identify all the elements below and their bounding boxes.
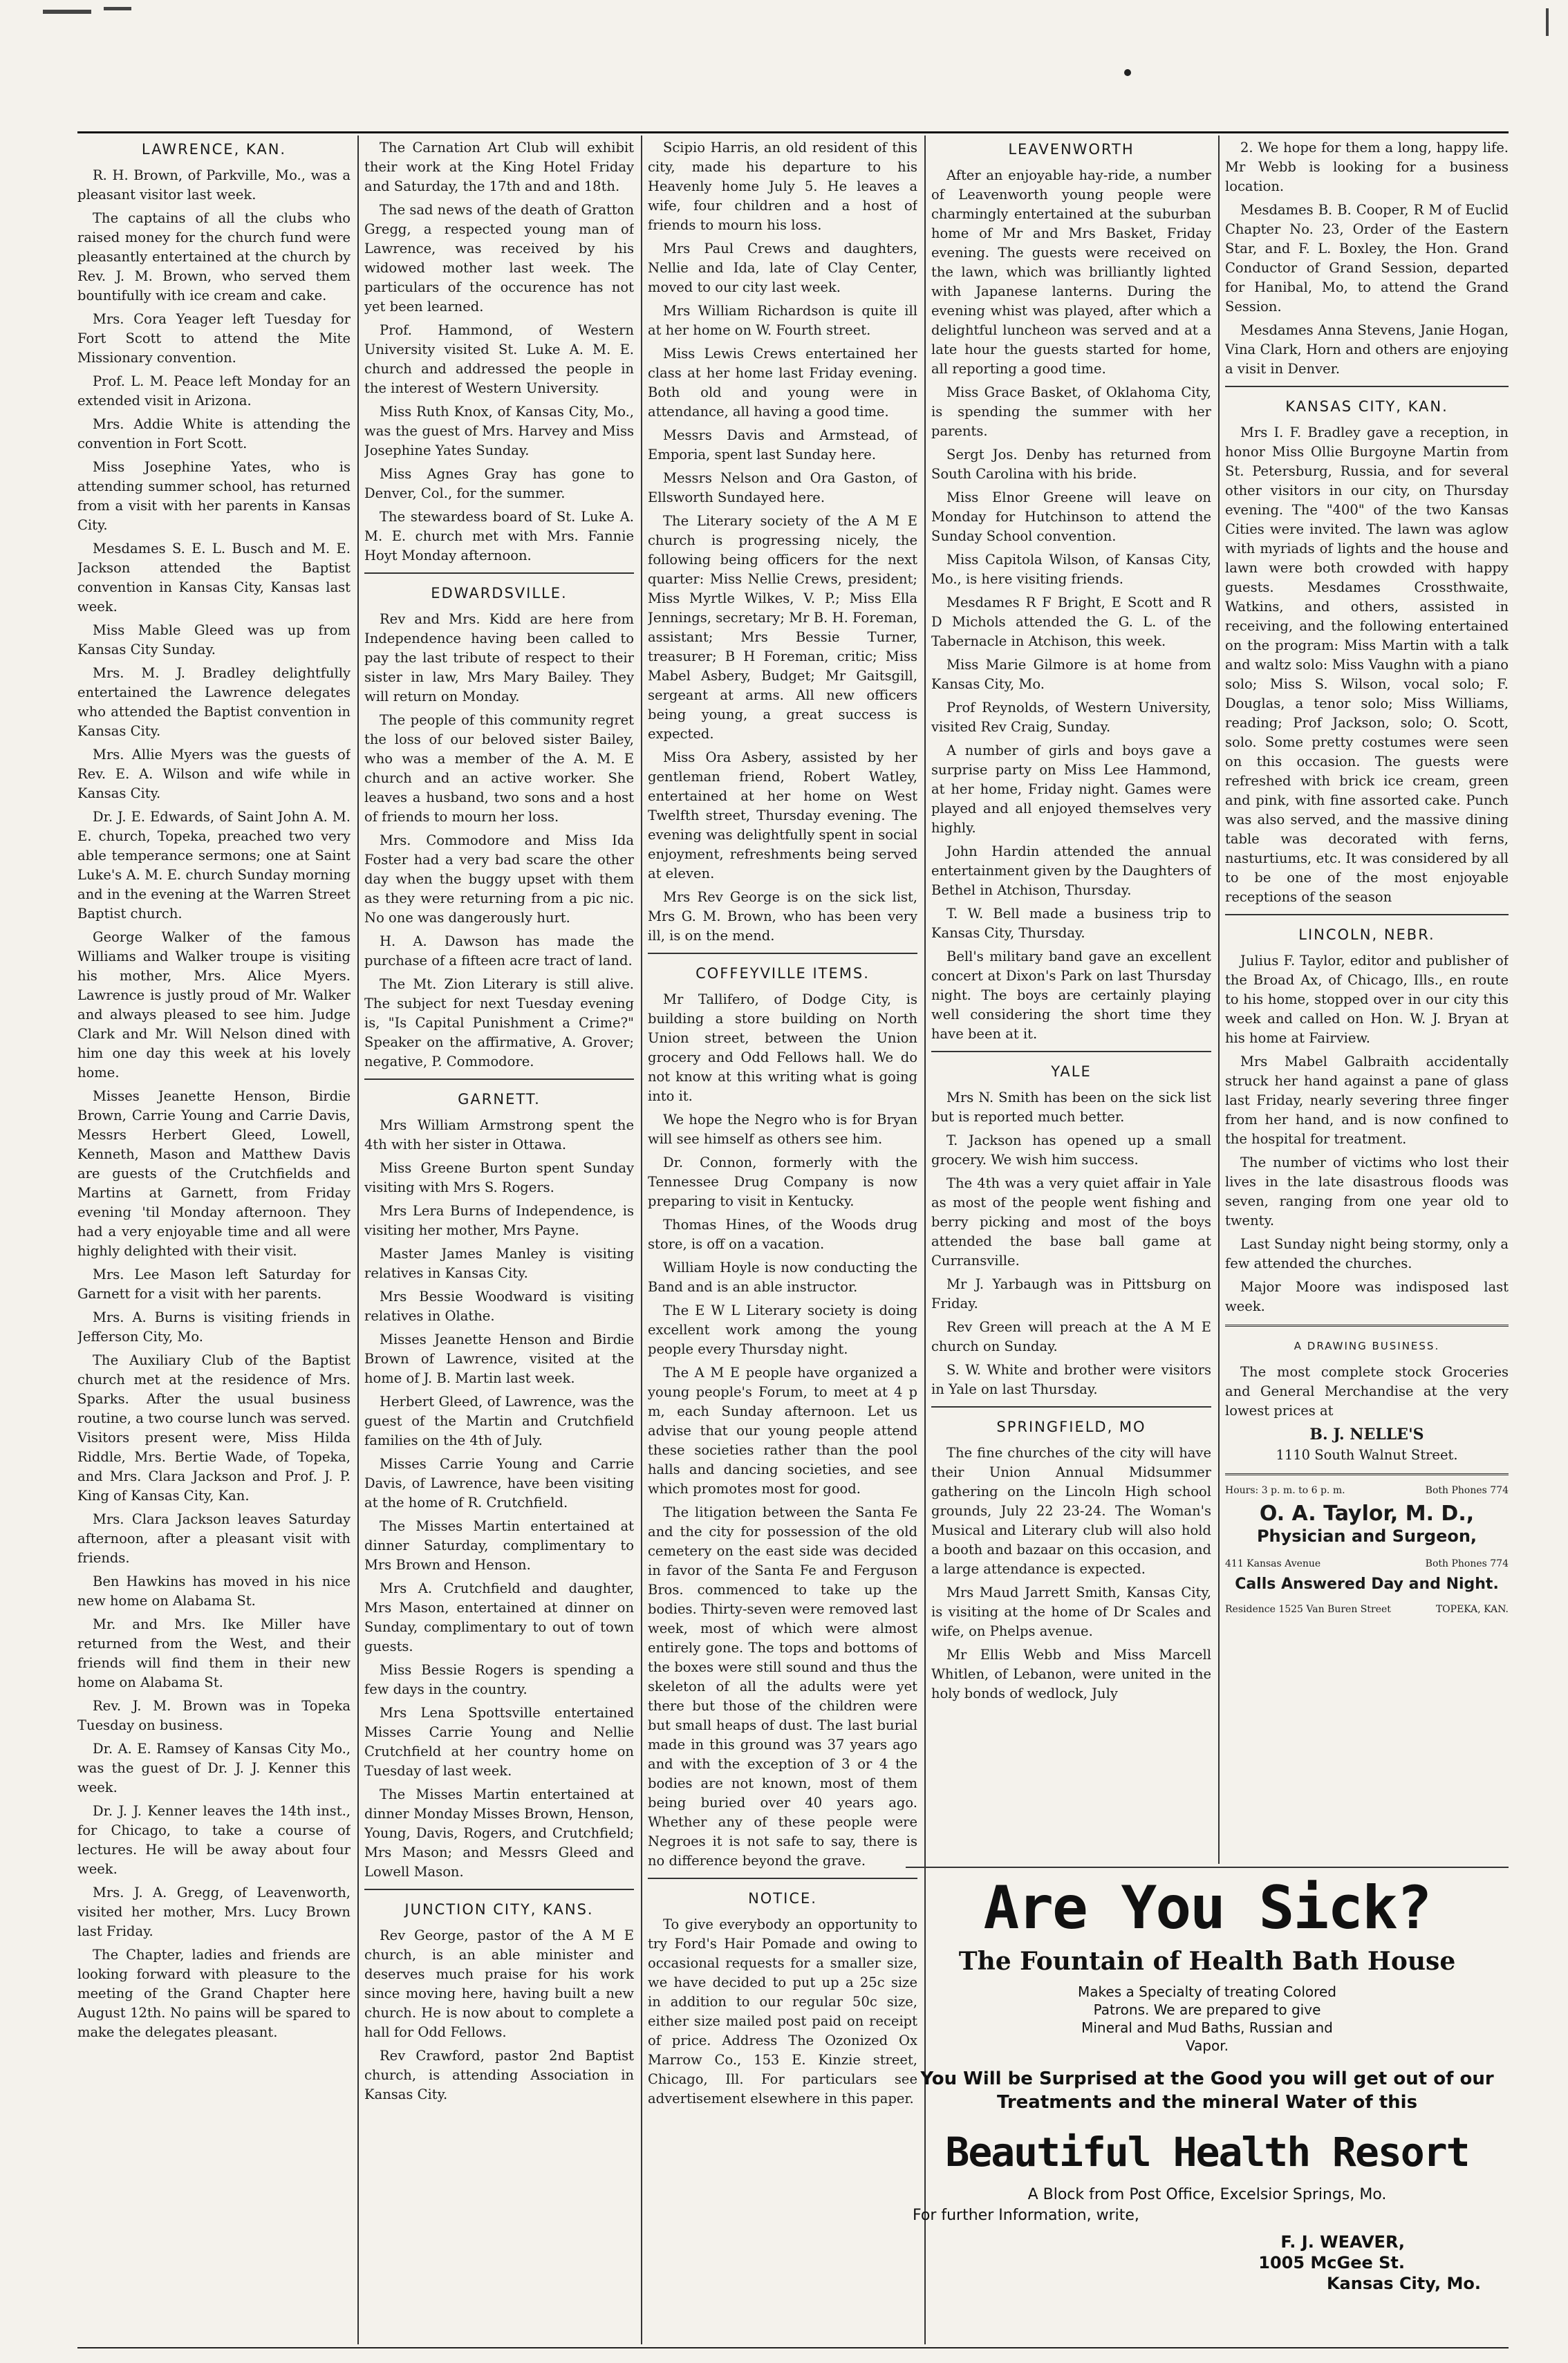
print-speck — [104, 7, 131, 10]
news-item: Messrs Davis and Armstead, of Emporia, spent last Sunday here. — [648, 427, 917, 463]
column-body — [1225, 951, 1509, 1316]
section-rule — [1225, 386, 1509, 387]
column-divider — [357, 136, 359, 2344]
column-body — [364, 1116, 634, 1882]
news-item: Mrs. Lee Mason left Saturday for Garnett for a visit with her parents. — [77, 1267, 351, 1302]
column-lawrence — [77, 138, 351, 2344]
section-rule — [1225, 1473, 1509, 1475]
news-item: The people of this community regret the loss of our beloved sister Bailey, who was a member of the A. M. E church and an active worker. She leaves a husband, two sons and a host of friends to mourn her loss. — [364, 712, 634, 825]
section-heading-kansas-city: KANSAS CITY, KAN. — [1285, 398, 1448, 415]
column-leavenworth — [931, 138, 1211, 1860]
news-item: Misses Carrie Young and Carrie Davis, of Lawrence, have been visiting at the home of R. Crutchfield. — [364, 1456, 634, 1511]
news-item: Thomas Hines, of the Woods drug store, is off on a vacation. — [648, 1217, 917, 1252]
doctor-card-hours-row — [1225, 1484, 1509, 1497]
doctor-card-office-phone: Both Phones 774 — [1425, 1558, 1509, 1569]
section-rule — [931, 1051, 1211, 1052]
doctor-card-office-row — [1225, 1557, 1509, 1571]
column-body — [364, 610, 634, 1072]
section-rule — [648, 953, 917, 954]
news-item: The Chapter, ladies and friends are looking forward with pleasure to the meeting of the Grand Chapter here August 12th. No pains will be spared to make the delegates pleasant. — [77, 1947, 351, 2040]
ad-location: A Block from Post Office, Excelsior Springs, Mo. — [1027, 2186, 1387, 2203]
ad-contact-street: 1005 McGee St. — [1258, 2253, 1405, 2272]
news-item: Dr. J. E. Edwards, of Saint John A. M. E. church, Topeka, preached two very able temperance sermons; one at Saint Luke's A. M. E. church Sunday morning and in the evening at the Warren Street Baptist church. — [77, 809, 351, 922]
news-item: Mr J. Yarbaugh was in Pittsburg on Friday. — [931, 1276, 1211, 1311]
news-item: Miss Josephine Yates, who is attending summer school, has returned from a visit with her parents in Kansas City. — [77, 459, 351, 533]
news-item: Mrs. Allie Myers was the guests of Rev. E. A. Wilson and wife while in Kansas City. — [77, 747, 351, 801]
news-item: Miss Capitola Wilson, of Kansas City, Mo., is here visiting friends. — [931, 552, 1211, 587]
news-item: Mrs. Clara Jackson leaves Saturday afternoon, after a pleasant visit with friends. — [77, 1511, 351, 1566]
section-heading-lawrence: LAWRENCE, KAN. — [141, 141, 287, 158]
column-divider — [1218, 136, 1220, 1864]
news-item: Misses Jeanette Henson and Birdie Brown of Lawrence, visited at the home of J. B. Martin last week. — [364, 1332, 634, 1386]
news-item: The sad news of the death of Gratton Gregg, a respected young man of Lawrence, was received by his widowed mother last week. The particulars of the occurence has not yet been learned. — [364, 202, 634, 315]
news-item: The Misses Martin entertained at dinner Saturday, complimentary to Mrs Brown and Henson. — [364, 1518, 634, 1573]
news-item: Mrs. A. Burns is visiting friends in Jefferson City, Mo. — [77, 1309, 351, 1345]
news-item: Scipio Harris, an old resident of this city, made his departure to his Heavenly home July 5. He leaves a wife, four children and a host of friends to mourn his loss. — [648, 140, 917, 233]
ad-subheadline: The Fountain of Health Bath House — [958, 1947, 1456, 1976]
news-item: Mesdames B. B. Cooper, R M of Euclid Chapter No. 23, Order of the Eastern Star, and F. L. Boxley, the Hon. Grand Conductor of Grand Session, departed for Hanibal, Mo, to attend the Grand Session. — [1225, 202, 1509, 315]
news-item: Mesdames R F Bright, E Scott and R D Michols attended the G. L. of the Tabernacle in Atchison, this week. — [931, 595, 1211, 649]
ad-body: Makes a Specialty of treating Colored Patrons. We are prepared to give Mineral and Mud Baths, Russian and Vapor. — [1078, 1983, 1336, 2054]
news-item: William Hoyle is now conducting the Band and is an able instructor. — [648, 1260, 917, 1295]
news-item: Mrs William Armstrong spent the 4th with her sister in Ottawa. — [364, 1117, 634, 1152]
news-item: Mrs N. Smith has been on the sick list but is reported much better. — [931, 1090, 1211, 1125]
news-item: The litigation between the Santa Fe and the city for possession of the old cemetery on the east side was decided in favor of the Santa Fe and Ferguson Bros. commenced to take up the bodies. Thirty-seven were removed last week, most of which were almost entirely gone. The tops and bottoms of the boxes were still sound and thus the skeleton of all the adults were yet there but those of the children were but small heaps of dust. The last burial made in this ground was 37 years ago and with the exception of 3 or 4 the bodies are not known, most of them being buried over 40 years ago. Whether any of these people were Negroes it is not safe to say, there is no difference beyond the grave. — [648, 1504, 917, 1869]
news-item: Mrs Paul Crews and daughters, Nellie and Ida, late of Clay Center, moved to our city last week. — [648, 241, 917, 295]
section-rule — [648, 1878, 917, 1879]
news-item: Mrs. Addie White is attending the convention in Fort Scott. — [77, 416, 351, 451]
section-rule — [364, 1889, 634, 1890]
doctor-card-residence: Residence 1525 Van Buren Street — [1225, 1604, 1391, 1615]
business-ad-text: The most complete stock Groceries and General Merchandise at the very lowest prices at — [1225, 1364, 1509, 1419]
news-item: The number of victims who lost their lives in the late disastrous floods was seven, ranging from one year old to twenty. — [1225, 1155, 1509, 1229]
news-item: Herbert Gleed, of Lawrence, was the guest of the Martin and Crutchfield families on the 4th of July. — [364, 1394, 634, 1448]
news-item: T. Jackson has opened up a small grocery. We wish him success. — [931, 1132, 1211, 1168]
doctor-card-residence-row — [1225, 1603, 1509, 1616]
news-item: Bell's military band gave an excellent concert at Dixon's Park on last Thursday night. The boys are certainly playing well considering the short time they have been at it. — [931, 949, 1211, 1042]
section-heading-yale: YALE — [1051, 1063, 1092, 1080]
news-item: Ben Hawkins has moved in his nice new home on Alabama St. — [77, 1573, 351, 1609]
business-ad-address: 1110 South Walnut Street. — [1276, 1447, 1458, 1463]
doctor-card-office: 411 Kansas Avenue — [1225, 1558, 1321, 1569]
news-item: Miss Elnor Greene will leave on Monday for Hutchinson to attend the Sunday School convention. — [931, 489, 1211, 544]
news-item: Mrs. M. J. Bradley delightfully entertained the Lawrence delegates who attended the Baptist convention in Kansas City. — [77, 665, 351, 739]
news-item: Messrs Nelson and Ora Gaston, of Ellsworth Sundayed here. — [648, 470, 917, 505]
news-item: We hope the Negro who is for Bryan will see himself as others see him. — [648, 1112, 917, 1147]
print-dot — [1124, 69, 1131, 76]
news-item: Dr. A. E. Ramsey of Kansas City Mo., was the guest of Dr. J. J. Kenner this week. — [77, 1741, 351, 1795]
section-heading-notice: NOTICE. — [748, 1890, 817, 1907]
top-rule — [77, 131, 1509, 133]
news-item: The 4th was a very quiet affair in Yale as most of the people went fishing and berry picking and most of the boys attended the base ball game at Curransville. — [931, 1175, 1211, 1269]
news-item: Mrs Rev George is on the sick list, Mrs G. M. Brown, who has been very ill, is on the mend. — [648, 889, 917, 944]
news-item: The E W L Literary society is doing excellent work among the young people every Thursday night. — [648, 1302, 917, 1357]
news-item: Prof. Hammond, of Western University visited St. Luke A. M. E. church and addressed the people in the interest of Western University. — [364, 322, 634, 396]
section-heading-garnett: GARNETT. — [458, 1091, 541, 1108]
column-body — [1225, 138, 1509, 379]
section-heading-springfield: SPRINGFIELD, MO — [996, 1419, 1146, 1435]
business-ad-name: B. J. NELLE'S — [1309, 1426, 1424, 1444]
news-item: Dr. J. J. Kenner leaves the 14th inst., for Chicago, to take a course of lectures. He will be away about four week. — [77, 1803, 351, 1877]
news-item: Prof. L. M. Peace left Monday for an extended visit in Arizona. — [77, 373, 351, 409]
news-item: Mrs Lena Spottsville entertained Misses Carrie Young and Nellie Crutchfield at her country home on Tuesday of last week. — [364, 1705, 634, 1779]
section-heading-leavenworth: LEAVENWORTH — [1008, 141, 1135, 158]
news-item: Dr. Connon, formerly with the Tennessee Drug Company is now preparing to visit in Kentucky. — [648, 1155, 917, 1209]
news-item: R. H. Brown, of Parkville, Mo., was a pleasant visitor last week. — [77, 167, 351, 203]
news-item: Mrs A. Crutchfield and daughter, Mrs Mason, entertained at dinner on Sunday, complimentary to out of town guests. — [364, 1580, 634, 1654]
column-edwardsville-garnett — [364, 138, 634, 2344]
column-kansas-city — [1225, 138, 1509, 1860]
section-heading-junction-city: JUNCTION CITY, KANS. — [404, 1901, 594, 1918]
doctor-card-city: TOPEKA, KAN. — [1435, 1604, 1509, 1615]
news-item: The Misses Martin entertained at dinner Monday Misses Brown, Henson, Young, Davis, Rogers, and Crutchfield; Mrs Mason; and Messrs Gleed and Lowell Mason. — [364, 1786, 634, 1880]
news-item: Miss Ora Asbery, assisted by her gentleman friend, Robert Watley, entertained at her home on West Twelfth street, Thursday evening. The evening was delightfully spent in social enjoyment, refreshments being served at eleven. — [648, 749, 917, 881]
news-item: Rev. J. M. Brown was in Topeka Tuesday on business. — [77, 1698, 351, 1733]
news-item: After an enjoyable hay-ride, a number of Leavenworth young people were charmingly entertained at the suburban home of Mr and Mrs Basket, Friday evening. The guests were received on the lawn, which was brilliantly lighted with Japanese lanterns. During the evening whist was played, after which a delightful luncheon was served and at a late hour the guests started for home, all reporting a good time. — [931, 167, 1211, 377]
column-body — [931, 1444, 1211, 1703]
news-item: Mrs. Commodore and Miss Ida Foster had a very bad scare the other day when the buggy upset with them as they were returning from a pic nic. No one was dangerously hurt. — [364, 832, 634, 926]
ad-contact-name: F. J. WEAVER, — [1280, 2232, 1405, 2252]
news-item: Sergt Jos. Denby has returned from South Carolina with his bride. — [931, 447, 1211, 482]
section-rule — [364, 1078, 634, 1080]
column-body — [364, 1926, 634, 2104]
news-item: Mesdames S. E. L. Busch and M. E. Jackson attended the Baptist convention in Kansas City, Kansas last week. — [77, 541, 351, 615]
news-item: T. W. Bell made a business trip to Kansas City, Thursday. — [931, 906, 1211, 941]
news-item: Miss Mable Gleed was up from Kansas City Sunday. — [77, 622, 351, 657]
doctor-card-name: O. A. Taylor, M. D., — [1259, 1502, 1475, 1526]
news-item: Miss Greene Burton spent Sunday visiting with Mrs S. Rogers. — [364, 1160, 634, 1195]
news-item: Miss Ruth Knox, of Kansas City, Mo., was the guest of Mrs. Harvey and Miss Josephine Yates Sunday. — [364, 404, 634, 458]
news-item: Mesdames Anna Stevens, Janie Hogan, Vina Clark, Horn and others are enjoying a visit in Denver. — [1225, 322, 1509, 377]
health-resort-advertisement — [906, 1867, 1509, 2344]
ad-contact-city: Kansas City, Mo. — [1326, 2274, 1481, 2293]
bottom-rule — [77, 2347, 1509, 2348]
news-item: Julius F. Taylor, editor and publisher of the Broad Ax, of Chicago, Ills., en route to his home, stopped over in our city this week and called on Hon. W. J. Bryan at his home at Fairview. — [1225, 953, 1509, 1046]
news-item: S. W. White and brother were visitors in Yale on last Thursday. — [931, 1362, 1211, 1397]
news-item: 2. We hope for them a long, happy life. Mr Webb is looking for a business location. — [1225, 140, 1509, 194]
news-item: Major Moore was indisposed last week. — [1225, 1279, 1509, 1314]
section-heading-edwardsville: EDWARDSVILLE. — [431, 585, 568, 601]
news-item: To give everybody an opportunity to try Ford's Hair Pomade and owing to occasional requests for a smaller size, we have decided to put up a 25c size in addition to our regular 50c size, either size mailed post paid on receipt of price. Address The Ozonized Ox Marrow Co., 153 E. Kinzie street, Chicago, Ill. For particulars see advertisement elsewhere in this paper. — [648, 1916, 917, 2107]
news-item: Mrs Maud Jarrett Smith, Kansas City, is visiting at the home of Dr Scales and wife, on Phelps avenue. — [931, 1585, 1211, 1639]
section-heading-lincoln: LINCOLN, NEBR. — [1298, 926, 1435, 943]
doctor-card-title: Physician and Surgeon, — [1256, 1526, 1477, 1546]
column-coffeyville — [648, 138, 917, 2344]
ad-info-prompt: For further Information, write, — [913, 2207, 1139, 2224]
news-item: Rev Green will preach at the A M E church on Sunday. — [931, 1319, 1211, 1354]
news-item: Mrs Mabel Galbraith accidentally struck her hand against a pane of glass last Friday, nearly severing three finger from her hand, and is now confined to the hospital for treatment. — [1225, 1054, 1509, 1147]
news-item: Mrs I. F. Bradley gave a reception, in honor Miss Ollie Burgoyne Martin from St. Petersburg, Russia, and for several other visitors in our city, on Thursday evening. The "400" of the two Kansas Cities were invited. The lawn was aglow with myriads of lights and the house and lawn were both crowded with happy guests. Mesdames Crossthwaite, Watkins, and others, assisted in receiving, and the following entertained on the program: Miss Martin with a talk and waltz solo: Miss Vaughn with a piano solo; Miss S. Wilson, vocal solo; F. Douglas, a tenor solo; Miss Williams, reading; Prof Jackson, solo; O. Scott, solo. Some pretty costumes were seen on this occasion. The guests were refreshed with brick ice cream, green and pink, with fine assorted cake. Punch was also served, and the massive dining table was decorated with ferns, nasturtiums, etc. It was considered by all to be one of the most enjoyable receptions of the season — [1225, 424, 1509, 905]
column-body — [1225, 423, 1509, 907]
business-ad-heading: A DRAWING BUSINESS. — [1294, 1340, 1440, 1352]
section-rule — [1225, 914, 1509, 915]
news-item: The Mt. Zion Literary is still alive. The subject for next Tuesday evening is, "Is Capital Punishment a Crime?" Speaker on the affirmative, A. Grover; negative, P. Commodore. — [364, 976, 634, 1070]
news-item: John Hardin attended the annual entertainment given by the Daughters of Bethel in Atchison, Thursday. — [931, 843, 1211, 898]
ad-resort-name: Beautiful Health Resort — [945, 2129, 1469, 2176]
news-item: H. A. Dawson has made the purchase of a fifteen acre tract of land. — [364, 933, 634, 969]
news-item: Mr Ellis Webb and Miss Marcell Whitlen, of Lebanon, were united in the holy bonds of wedlock, July — [931, 1647, 1211, 1701]
news-item: A number of girls and boys gave a surprise party on Miss Lee Hammond, at her home, Friday night. Games were played and all enjoyed themselves very highly. — [931, 742, 1211, 836]
column-body — [77, 166, 351, 2042]
print-speck — [43, 10, 91, 14]
column-body — [648, 990, 917, 1871]
news-item: Mrs William Richardson is quite ill at her home on W. Fourth street. — [648, 303, 917, 338]
column-body — [648, 138, 917, 946]
doctor-card-phone: Both Phones 774 — [1425, 1485, 1509, 1496]
news-item: Misses Jeanette Henson, Birdie Brown, Carrie Young and Carrie Davis, Messrs Herbert Gleed, Lowell, Kenneth, Mason and Matthew Davis are guests of the Crutchfields and Martins at Garnett, from Friday evening 'til Monday afternoon. They had a very enjoyable time and all were highly delighted with their visit. — [77, 1088, 351, 1259]
news-item: Mrs. Cora Yeager left Tuesday for Fort Scott to attend the Mite Missionary convention. — [77, 311, 351, 366]
news-item: The captains of all the clubs who raised money for the church fund were pleasantly entertained at the church by Rev. J. M. Brown, who served them bountifully with ice cream and cake. — [77, 210, 351, 303]
news-item: Rev George, pastor of the A M E church, is an able minister and deserves much praise for his work since moving here, having built a new church. He is now about to complete a hall for Odd Fellows. — [364, 1927, 634, 2040]
news-item: Mr. and Mrs. Ike Miller have returned from the West, and their friends will find them in their new home on Alabama St. — [77, 1616, 351, 1690]
column-body — [648, 1915, 917, 2109]
section-rule — [364, 572, 634, 574]
news-item: The fine churches of the city will have their Union Annual Midsummer gathering on the Lincoln High school grounds, July 22 23-24. The Woman's Musical and Literary club will also hold a booth and bazaar on this occasion, and a large attendance is expected. — [931, 1445, 1211, 1577]
news-item: Rev Crawford, pastor 2nd Baptist church, is attending Association in Kansas City. — [364, 2048, 634, 2102]
news-item: The A M E people have organized a young people's Forum, to meet at 4 p m, each Sunday afternoon. Let us advise that our young people attend these societies rather than the pool halls and dancing societies, and see which promotes most for good. — [648, 1365, 917, 1497]
section-heading-coffeyville: COFFEYVILLE ITEMS. — [696, 965, 870, 982]
section-rule — [1225, 1325, 1509, 1327]
section-rule — [931, 1406, 1211, 1408]
ad-top-rule — [906, 1867, 1509, 1868]
column-divider — [641, 136, 642, 2344]
column-body — [931, 166, 1211, 1044]
news-item: The Auxiliary Club of the Baptist church met at the residence of Mrs. Sparks. After the usual business routine, a two course lunch was served. Visitors present were, Miss Hilda Riddle, Mrs. Bertie Wade, of Topeka, and Mrs. Clara Jackson and Prof. J. P. King of Kansas City, Kan. — [77, 1352, 351, 1504]
column-body — [931, 1088, 1211, 1399]
news-item: Last Sunday night being stormy, only a few attended the churches. — [1225, 1236, 1509, 1271]
news-item: Master James Manley is visiting relatives in Kansas City. — [364, 1246, 634, 1281]
ad-pitch: You Will be Surprised at the Good you will get out of our Treatments and the mineral Water of this — [920, 2068, 1494, 2113]
news-item: Miss Grace Basket, of Oklahoma City, is spending the summer with her parents. — [931, 384, 1211, 439]
news-item: Rev and Mrs. Kidd are here from Independence having been called to pay the last tribute of respect to their sister in law, Mrs Mary Bailey. They will return on Monday. — [364, 611, 634, 704]
news-item: Miss Marie Gilmore is at home from Kansas City, Mo. — [931, 657, 1211, 692]
news-item: Mrs Lera Burns of Independence, is visiting her mother, Mrs Payne. — [364, 1203, 634, 1238]
news-item: Miss Bessie Rogers is spending a few days in the country. — [364, 1662, 634, 1697]
news-item: The Literary society of the A M E church is progressing nicely, the following being officers for the next quarter: Miss Nellie Crews, president; Miss Myrtle Wilkes, V. P.; Miss Ella Jennings, secretary; Mr B. H. Foreman, assistant; Mrs Bessie Turner, treasurer; B H Foreman, critic; Miss Mabel Asbery, Budget; Mr Gaitsgill, sergeant at arms. All new officers being young, a great success is expected. — [648, 513, 917, 742]
news-item: Mrs. J. A. Gregg, of Leavenworth, visited her mother, Mrs. Lucy Brown last Friday. — [77, 1885, 351, 1939]
news-item: Mrs Bessie Woodward is visiting relatives in Olathe. — [364, 1289, 634, 1324]
doctor-card-calls: Calls Answered Day and Night. — [1235, 1576, 1499, 1593]
news-item: George Walker of the famous Williams and Walker troupe is visiting his mother, Mrs. Alice Myers. Lawrence is justly proud of Mr. Walker and always pleased to see him. Judge Clark and Mr. Will Nelson dined with him one day this week at his lovely home. — [77, 929, 351, 1081]
doctor-card-hours: Hours: 3 p. m. to 6 p. m. — [1225, 1485, 1345, 1496]
column-body — [364, 138, 634, 566]
news-item: Mr Tallifero, of Dodge City, is building a store building on North Union street, between the Union grocery and Odd Fellows hall. We do not know at this writing what is going into it. — [648, 991, 917, 1104]
news-item: The Carnation Art Club will exhibit their work at the King Hotel Friday and Saturday, the 17th and and 18th. — [364, 140, 634, 194]
news-item: The stewardess board of St. Luke A. M. E. church met with Mrs. Fannie Hoyt Monday afternoon. — [364, 509, 634, 563]
news-item: Miss Lewis Crews entertained her class at her home last Friday evening. Both old and young were in attendance, all having a good time. — [648, 346, 917, 420]
ad-headline: Are You Sick? — [983, 1874, 1431, 1943]
print-speck — [1546, 8, 1549, 36]
news-item: Miss Agnes Gray has gone to Denver, Col., for the summer. — [364, 466, 634, 501]
news-item: Prof Reynolds, of Western University, visited Rev Craig, Sunday. — [931, 700, 1211, 735]
